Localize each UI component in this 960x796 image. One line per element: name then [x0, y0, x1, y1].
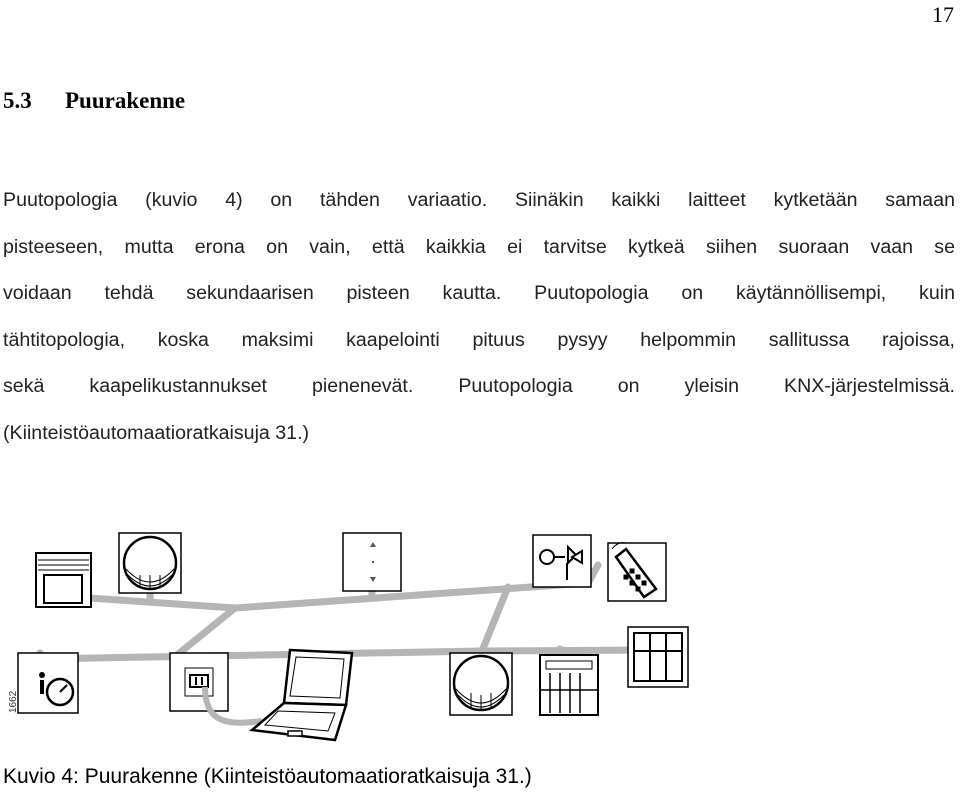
wall-switch-icon	[343, 533, 401, 591]
paragraph-line: sekä kaapelikustannukset pienenevät. Puutopologia on yleisin KNX-järjestelmissä.	[3, 375, 955, 397]
switch-actuator-icon	[540, 655, 598, 715]
figure-code: 1662	[8, 690, 19, 713]
figure-caption: Kuvio 4: Puurakenne (Kiinteistöautomaatioratkaisuja 31.)	[3, 765, 532, 788]
remote-control-icon	[608, 543, 666, 601]
section-number: 5.3	[3, 88, 32, 113]
presence-detector-icon	[119, 533, 181, 593]
thermostat-icon	[18, 653, 78, 713]
bus-coupler-icon	[170, 653, 228, 711]
section-heading	[3, 88, 185, 114]
push-button-icon	[628, 627, 688, 687]
paragraph-line: Puutopologia (kuvio 4) on tähden variaatio. Siinäkin kaikki laitteet kytketään samaan	[3, 189, 955, 211]
tree-topology-figure	[0, 525, 700, 755]
presence-detector-icon	[450, 653, 512, 715]
paragraph-line: voidaan tehdä sekundaarisen pisteen kautta. Puutopologia on käytännöllisempi, kuin	[3, 282, 955, 304]
blind-actuator-icon	[36, 553, 91, 607]
weather-station-icon	[533, 535, 591, 587]
section-title: Puurakenne	[65, 88, 186, 113]
paragraph-line: pisteeseen, mutta erona on vain, että kaikkia ei tarvitse kytkeä siihen suoraan vaan se	[3, 235, 955, 258]
page-number: 17	[932, 2, 954, 27]
paragraph-line: (Kiinteistöautomaatioratkaisuja 31.)	[3, 421, 310, 444]
paragraph-line: tähtitopologia, koska maksimi kaapelointi pituus pysyy helpommin sallitussa rajoissa,	[3, 328, 955, 351]
body-paragraph	[3, 177, 955, 456]
